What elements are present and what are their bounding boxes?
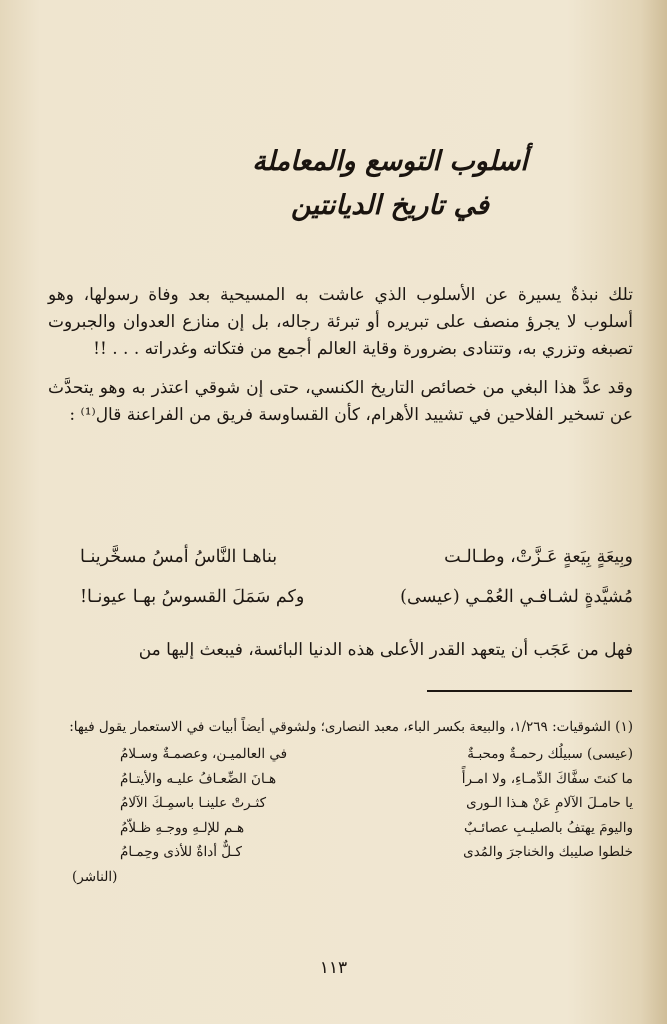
verse-1-first-hemistich: وبِيعَةٍ بِيَعةٍ عَـزَّتْ، وطـالـت xyxy=(444,547,633,567)
footnote-marker: (١) xyxy=(615,719,633,735)
footnote-body: الشوقيات: ١/٢٦٩، والبيعة بكسر الباء، معبد النصارى؛ ولشوقي أيضاً أبيات في الاستعمار يقول فيها: xyxy=(69,719,611,735)
footnote-verse-4-left: هـم للإلـهِ ووجـهِ ظـلاّمُ xyxy=(120,819,245,836)
chapter-title xyxy=(200,140,580,228)
verse-line-1 xyxy=(80,537,633,577)
footnote-verse-2 xyxy=(40,767,633,792)
footnote-verse-1-right: (عيسى) سبيلُك رحمـةٌ ومحبـةٌ xyxy=(467,746,633,762)
footnote-verses xyxy=(40,742,633,865)
chapter-title-line-1: أسلوب التوسع والمعاملة xyxy=(252,146,528,177)
footnote-verse-2-left: هـانَ الضِّعـافُ عليـه والأيتـامُ xyxy=(120,770,277,787)
footnote-verse-3-left: كثـرتْ علينـا باسمِـكَ الآلامُ xyxy=(120,795,267,811)
verse-2-second-hemistich: وكم سَمَلَ القسوسُ بهـا عيونـا! xyxy=(80,587,305,607)
page-number: ١١٣ xyxy=(319,958,348,978)
footnote-verse-4 xyxy=(40,816,633,841)
chapter-title-line-2: في تاريخ الديانتين xyxy=(291,190,489,221)
footnote-verse-3-right: يا حامـلَ الآلامِ عَنْ هـذا الـورى xyxy=(466,795,633,811)
footnote-verse-5-left: كـلٌّ أداةٌ للأذى وحِمـامُ xyxy=(120,844,242,860)
footnote-verse-4-right: واليومَ يهتفُ بالصليـبِ عصائـبٌ xyxy=(464,819,633,836)
footnote-verse-1 xyxy=(40,742,633,767)
paragraph-3: فهل من عَجَب أن يتعهد القدر الأعلى هذه الدنيا البائسة، فيبعث إليها من xyxy=(138,640,633,660)
footnote-separator xyxy=(427,690,632,692)
paragraph-2: وقد عدَّ هذا البغي من خصائص التاريخ الكنسي، حتى إن شوقي اعتذر به وهو يتحدَّث عن تسخير الفلاحين في تشييد الأهرام، كأن القساوسة فريق من الفراعنة قال⁽¹⁾ : xyxy=(48,378,633,425)
verse-2-first-hemistich: مُشيَّدةٍ لشـافـي العُمْـي (عيسى) xyxy=(400,587,633,607)
main-text xyxy=(48,282,633,441)
footnote-verse-5 xyxy=(40,840,633,865)
poem-verses xyxy=(80,537,633,617)
footnote-verse-1-left: في العالميـن، وعصمـةٌ وسـلامُ xyxy=(120,746,288,762)
footnote-verse-3 xyxy=(40,791,633,816)
footnote-verse-5-right: خلطوا صليبك والخناجرَ والمُدى xyxy=(463,844,633,860)
verse-line-2 xyxy=(80,577,633,617)
footnote xyxy=(40,717,633,888)
footnote-verse-2-right: ما كنتَ سفَّاكَ الدِّمـاءِ، ولا امـرأً xyxy=(461,770,633,787)
paragraph-1: تلك نبذةٌ يسيرة عن الأسلوب الذي عاشت به المسيحية بعد وفاة رسولها، وهو أسلوب لا يجرؤ منصف على تبريره أو تبرئة رجاله، بل إن منازع العدوان والجبروت تصبغه وتزري به، وتتنادى بضرورة وقاية العالم أجمع من فتكاته وغدراته . . . !! xyxy=(48,285,633,359)
verse-1-second-hemistich: بناهـا النَّاسُ أمسُ مسخَّرينـا xyxy=(80,547,278,567)
footnote-text xyxy=(40,717,633,738)
publisher-note: (الناشر) xyxy=(72,868,118,885)
